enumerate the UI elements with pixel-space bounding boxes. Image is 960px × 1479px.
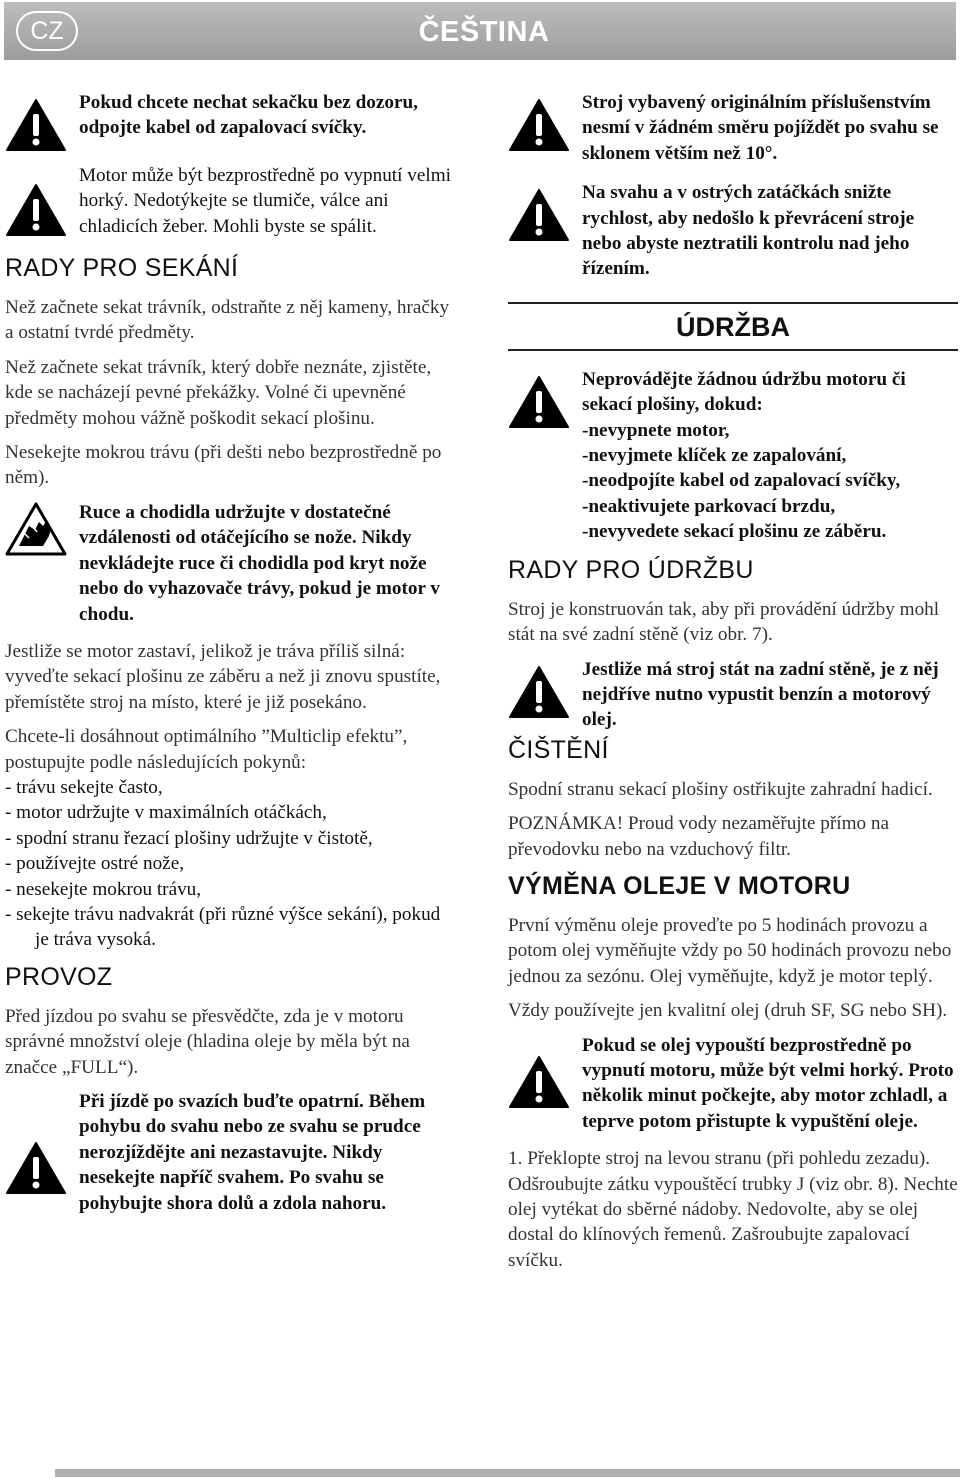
warning-text: Při jízdě po svazích buďte opatrní. Během pohybu do svahu nebo ze svahu se prudce nerozjíždějte ani nezastavujte. Nikdy nesekejte napříč svahem. Po svahu se pohybujte shora dolů a zdola nahoru.: [79, 1091, 426, 1214]
warning-line: -nevypnete motor,: [582, 419, 730, 441]
list-item: - spodní stranu řezací plošiny udržujte v čistotě,: [5, 827, 373, 849]
list-item-continuation: je tráva vysoká.: [35, 929, 156, 951]
section-heading-vymena-oleje: VÝMĚNA OLEJE V MOTORU: [508, 871, 851, 900]
language-title: ČEŠTINA: [418, 16, 550, 48]
warning-triangle-icon: [508, 98, 570, 152]
paragraph: Než začnete sekat trávník, který dobře neznáte, zjistěte, kde se nacházejí pevné překážky. Volné či upevněné předměty mohou vážně poškodit sekací plošinu.: [5, 356, 432, 429]
paragraph: POZNÁMKA! Proud vody nezaměřujte přímo na převodovku nebo na vzduchový filtr.: [508, 813, 890, 860]
warning-triangle-icon: [5, 98, 67, 152]
section-heading-rady-pro-udrzbu: RADY PRO ÚDRŽBU: [508, 555, 754, 584]
warning-text: Ruce a chodidla udržujte v dostatečné vzdálenosti od otáčejícího se nože. Nikdy nevkládejte ruce či chodidla pod kryt nože nebo do vyhazovače trávy, pokud je motor v chodu.: [79, 501, 441, 625]
tips-list: [5, 775, 460, 953]
warning-block: [508, 1033, 958, 1135]
warning-text: Motor může být bezprostředně po vypnutí velmi horký. Nedotýkejte se tlumiče, válce ani chladicích žeber. Mohli byste se spálit.: [79, 164, 451, 237]
paragraph: Stroj je konstruován tak, aby při provádění údržby mohl stát na své zadní stěně (viz obr. 7).: [508, 598, 940, 646]
warning-line: -neaktivujete parkovací brzdu,: [582, 495, 836, 517]
warning-line: Neprovádějte žádnou údržbu motoru či sekací plošiny, dokud:: [582, 368, 906, 416]
warning-text: [582, 367, 958, 545]
warning-triangle-icon: [5, 1141, 67, 1195]
list-item: - trávu sekejte často,: [5, 776, 163, 798]
warning-triangle-icon: [508, 188, 570, 242]
paragraph: Vždy používejte jen kvalitní olej (druh SF, SG nebo SH).: [508, 1000, 948, 1022]
page-header: [4, 2, 956, 60]
paragraph: Než začnete sekat trávník, odstraňte z něj kameny, hračky a ostatní tvrdé předměty.: [5, 297, 450, 344]
warning-block: [508, 90, 958, 166]
warning-block: [508, 180, 958, 282]
list-item: - používejte ostré nože,: [5, 853, 185, 875]
footer-bar: [55, 1469, 960, 1477]
divider: [508, 349, 958, 351]
warning-block: [5, 90, 460, 141]
warning-block: [5, 500, 460, 627]
warning-text: Pokud chcete nechat sekačku bez dozoru, odpojte kabel od zapalovací svíčky.: [79, 92, 418, 139]
warning-text: Jestliže má stroj stát na zadní stěně, je z něj nejdříve nutno vypustit benzín a motorový olej.: [582, 658, 939, 731]
section-heading-provoz: PROVOZ: [5, 962, 113, 991]
paragraph: První výměnu oleje proveďte po 5 hodinách provozu a potom olej vyměňujte vždy po 50 hodinách provozu nebo jednou za sezónu. Olej vyměňujte, když je motor teplý.: [508, 914, 952, 987]
warning-triangle-icon: [508, 375, 570, 429]
warning-text: Pokud se olej vypouští bezprostředně po vypnutí motoru, může být velmi horký. Proto několik minut počkejte, aby motor zchladl, a teprve potom přistupte k vypuštění oleje.: [582, 1034, 954, 1132]
paragraph: Chcete-li dosáhnout optimálního ”Multiclip efektu”, postupujte podle následujících pokynů:: [5, 726, 408, 773]
left-column: [5, 90, 460, 1228]
paragraph: Před jízdou po svahu se přesvědčte, zda je v motoru správné množství oleje (hladina oleje by měla být na značce „FULL“).: [5, 1005, 410, 1078]
list-item: - motor udržujte v maximálních otáčkách,: [5, 802, 327, 824]
section-heading-udrzba: ÚDRŽBA: [676, 311, 790, 342]
warning-line: -nevyvedete sekací plošinu ze záběru.: [582, 521, 887, 543]
section-heading-rady-pro-sekani: RADY PRO SEKÁNÍ: [5, 254, 239, 283]
list-item: - sekejte trávu nadvakrát (při různé výšce sekání), pokud: [5, 903, 441, 925]
paragraph: Spodní stranu sekací plošiny ostřikujte zahradní hadicí.: [508, 778, 933, 800]
warning-line: -nevyjmete klíček ze zapalování,: [582, 445, 847, 467]
hand-blade-hazard-icon: [5, 502, 67, 556]
warning-triangle-icon: [508, 1055, 570, 1109]
warning-triangle-icon: [508, 665, 570, 719]
warning-triangle-icon: [5, 183, 67, 237]
warning-block: [5, 163, 460, 239]
warning-block: [5, 1089, 460, 1216]
language-badge: CZ: [16, 11, 78, 51]
paragraph: Jestliže se motor zastaví, jelikož je tráva příliš silná: vyveďte sekací plošinu ze záběru a než ji znovu spustíte, přemístěte stroj na místo, které je již posekáno.: [5, 640, 441, 713]
section-heading-cisteni: ČIŠTĚNÍ: [508, 735, 609, 764]
warning-line: -neodpojíte kabel od zapalovací svíčky,: [582, 470, 901, 492]
paragraph: Nesekejte mokrou trávu (při dešti nebo bezprostředně po něm).: [5, 442, 442, 489]
list-item: - nesekejte mokrou trávu,: [5, 878, 202, 900]
warning-text: Stroj vybavený originálním příslušenstvím nesmí v žádném směru pojíždět po svahu se sklonem větším než 10°.: [582, 92, 939, 164]
warning-block: [508, 367, 958, 545]
right-column: [508, 90, 958, 1282]
paragraph: 1. Překlopte stroj na levou stranu (při pohledu zezadu). Odšroubujte zátku vypouštěcí trubky J (viz obr. 8). Nechte olej vytékat do sběrné nádoby. Nedovolte, aby se olej dostal do klínových řemenů. Zašroubujte zapalovací svíčku.: [508, 1148, 958, 1271]
warning-block: [508, 657, 958, 733]
warning-text: Na svahu a v ostrých zatáčkách snižte rychlost, aby nedošlo k převrácení stroje nebo abyste neztratili kontrolu nad jeho řízením.: [582, 182, 915, 280]
